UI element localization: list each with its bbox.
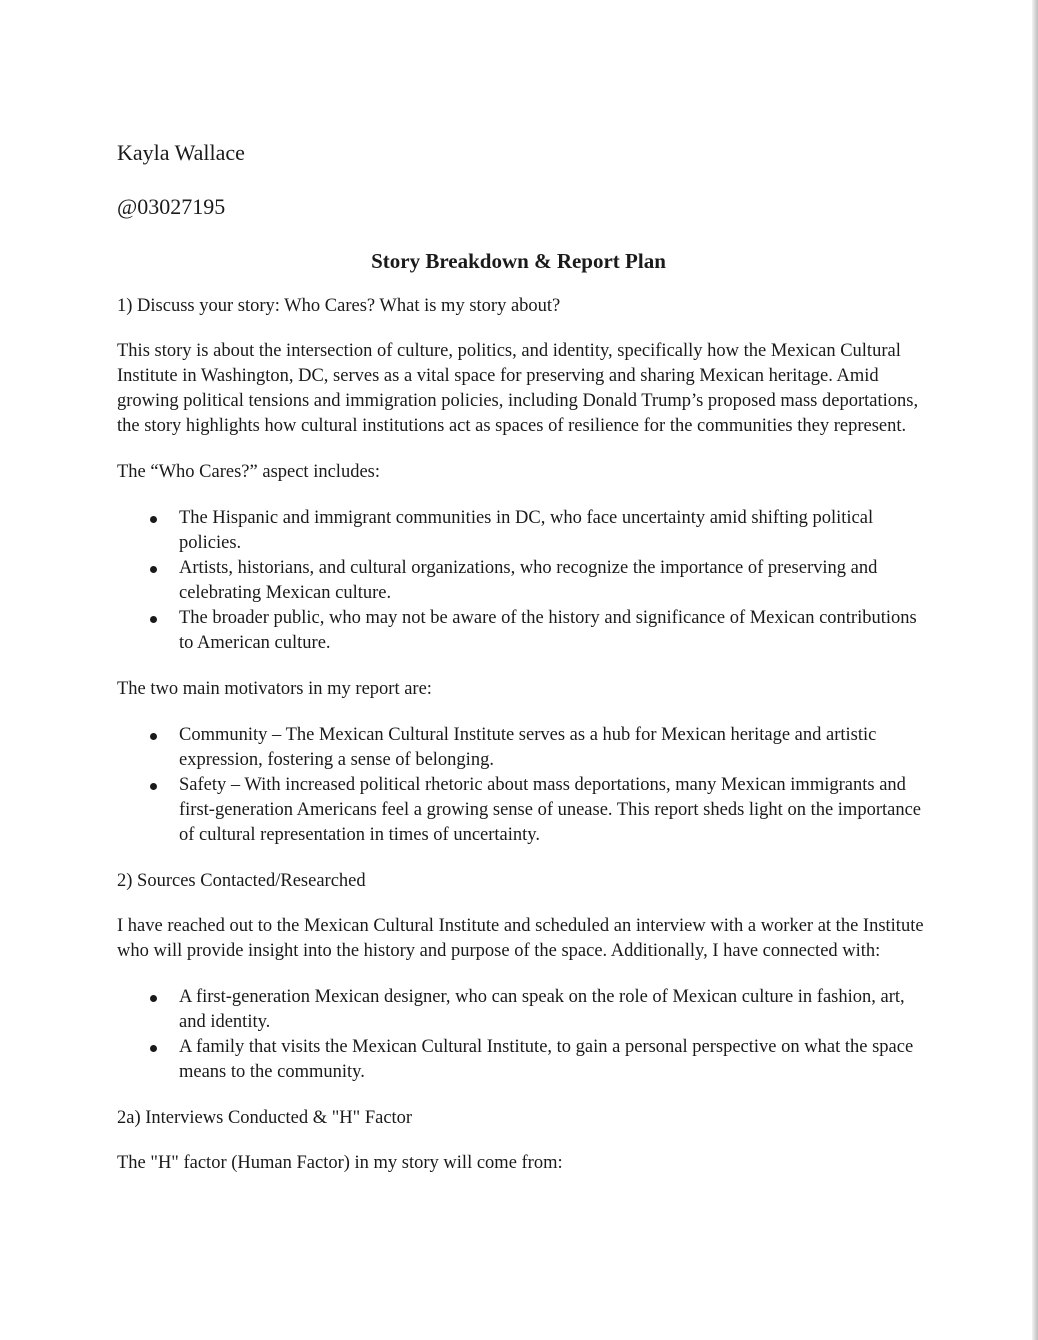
bullet-icon [150,616,157,623]
bullet-icon [150,566,157,573]
list-item-text: The broader public, who may not be aware of the history and significance of Mexican contributions to American culture. [179,608,917,653]
list-item [117,506,932,556]
list-item [117,723,932,773]
page-edge-shadow [1032,0,1038,1340]
who-cares-intro: The “Who Cares?” aspect includes: [117,462,380,482]
student-id: @03027195 [117,194,226,219]
document-body [117,133,932,1176]
section-2a-paragraph: The "H" factor (Human Factor) in my story will come from: [117,1153,563,1173]
author-name: Kayla Wallace [117,140,245,165]
list-item-text: A first-generation Mexican designer, who can speak on the role of Mexican culture in fashion, art, and identity. [179,987,905,1032]
section-2a-heading: 2a) Interviews Conducted & "H" Factor [117,1108,413,1128]
bullet-icon [150,733,157,740]
section-1-heading: 1) Discuss your story: Who Cares? What is my story about? [117,296,561,316]
list-item-text: Artists, historians, and cultural organizations, who recognize the importance of preserving and celebrating Mexican culture. [179,558,878,603]
section-2-heading: 2) Sources Contacted/Researched [117,871,366,891]
list-item-text: A family that visits the Mexican Cultural Institute, to gain a personal perspective on what the space means to the community. [179,1037,914,1082]
motivators-intro: The two main motivators in my report are: [117,679,432,699]
bullet-icon [150,783,157,790]
list-item-text: Community – The Mexican Cultural Institute serves as a hub for Mexican heritage and artistic expression, fostering a sense of belonging. [179,725,877,770]
list-item [117,773,932,848]
list-item [117,606,932,656]
bullet-icon [150,1045,157,1052]
document-title: Story Breakdown & Report Plan [371,249,666,273]
list-item-text: The Hispanic and immigrant communities in DC, who face uncertainty amid shifting political policies. [179,508,874,553]
list-item-text: Safety – With increased political rhetoric about mass deportations, many Mexican immigrants and first-generation Americans feel a growing sense of unease. This report sheds light on the importance of cultural representation in times of uncertainty. [179,775,922,845]
motivators-list [117,723,932,848]
who-cares-list [117,506,932,656]
list-item [117,1035,932,1085]
sources-list [117,985,932,1085]
bullet-icon [150,995,157,1002]
bullet-icon [150,516,157,523]
section-1-paragraph: This story is about the intersection of culture, politics, and identity, specifically how the Mexican Cultural Institute in Washington, DC, serves as a vital space for preserving and sharing Mexican heritage. Amid growing political tensions and immigration policies, including Donald Trump’s proposed mass deportations, the story highlights how cultural institutions act as spaces of resilience for the communities they represent. [117,341,919,436]
section-2-paragraph: I have reached out to the Mexican Cultural Institute and scheduled an interview with a worker at the Institute who will provide insight into the history and purpose of the space. Additionally, I have connected with: [117,916,924,961]
list-item [117,985,932,1035]
list-item [117,556,932,606]
